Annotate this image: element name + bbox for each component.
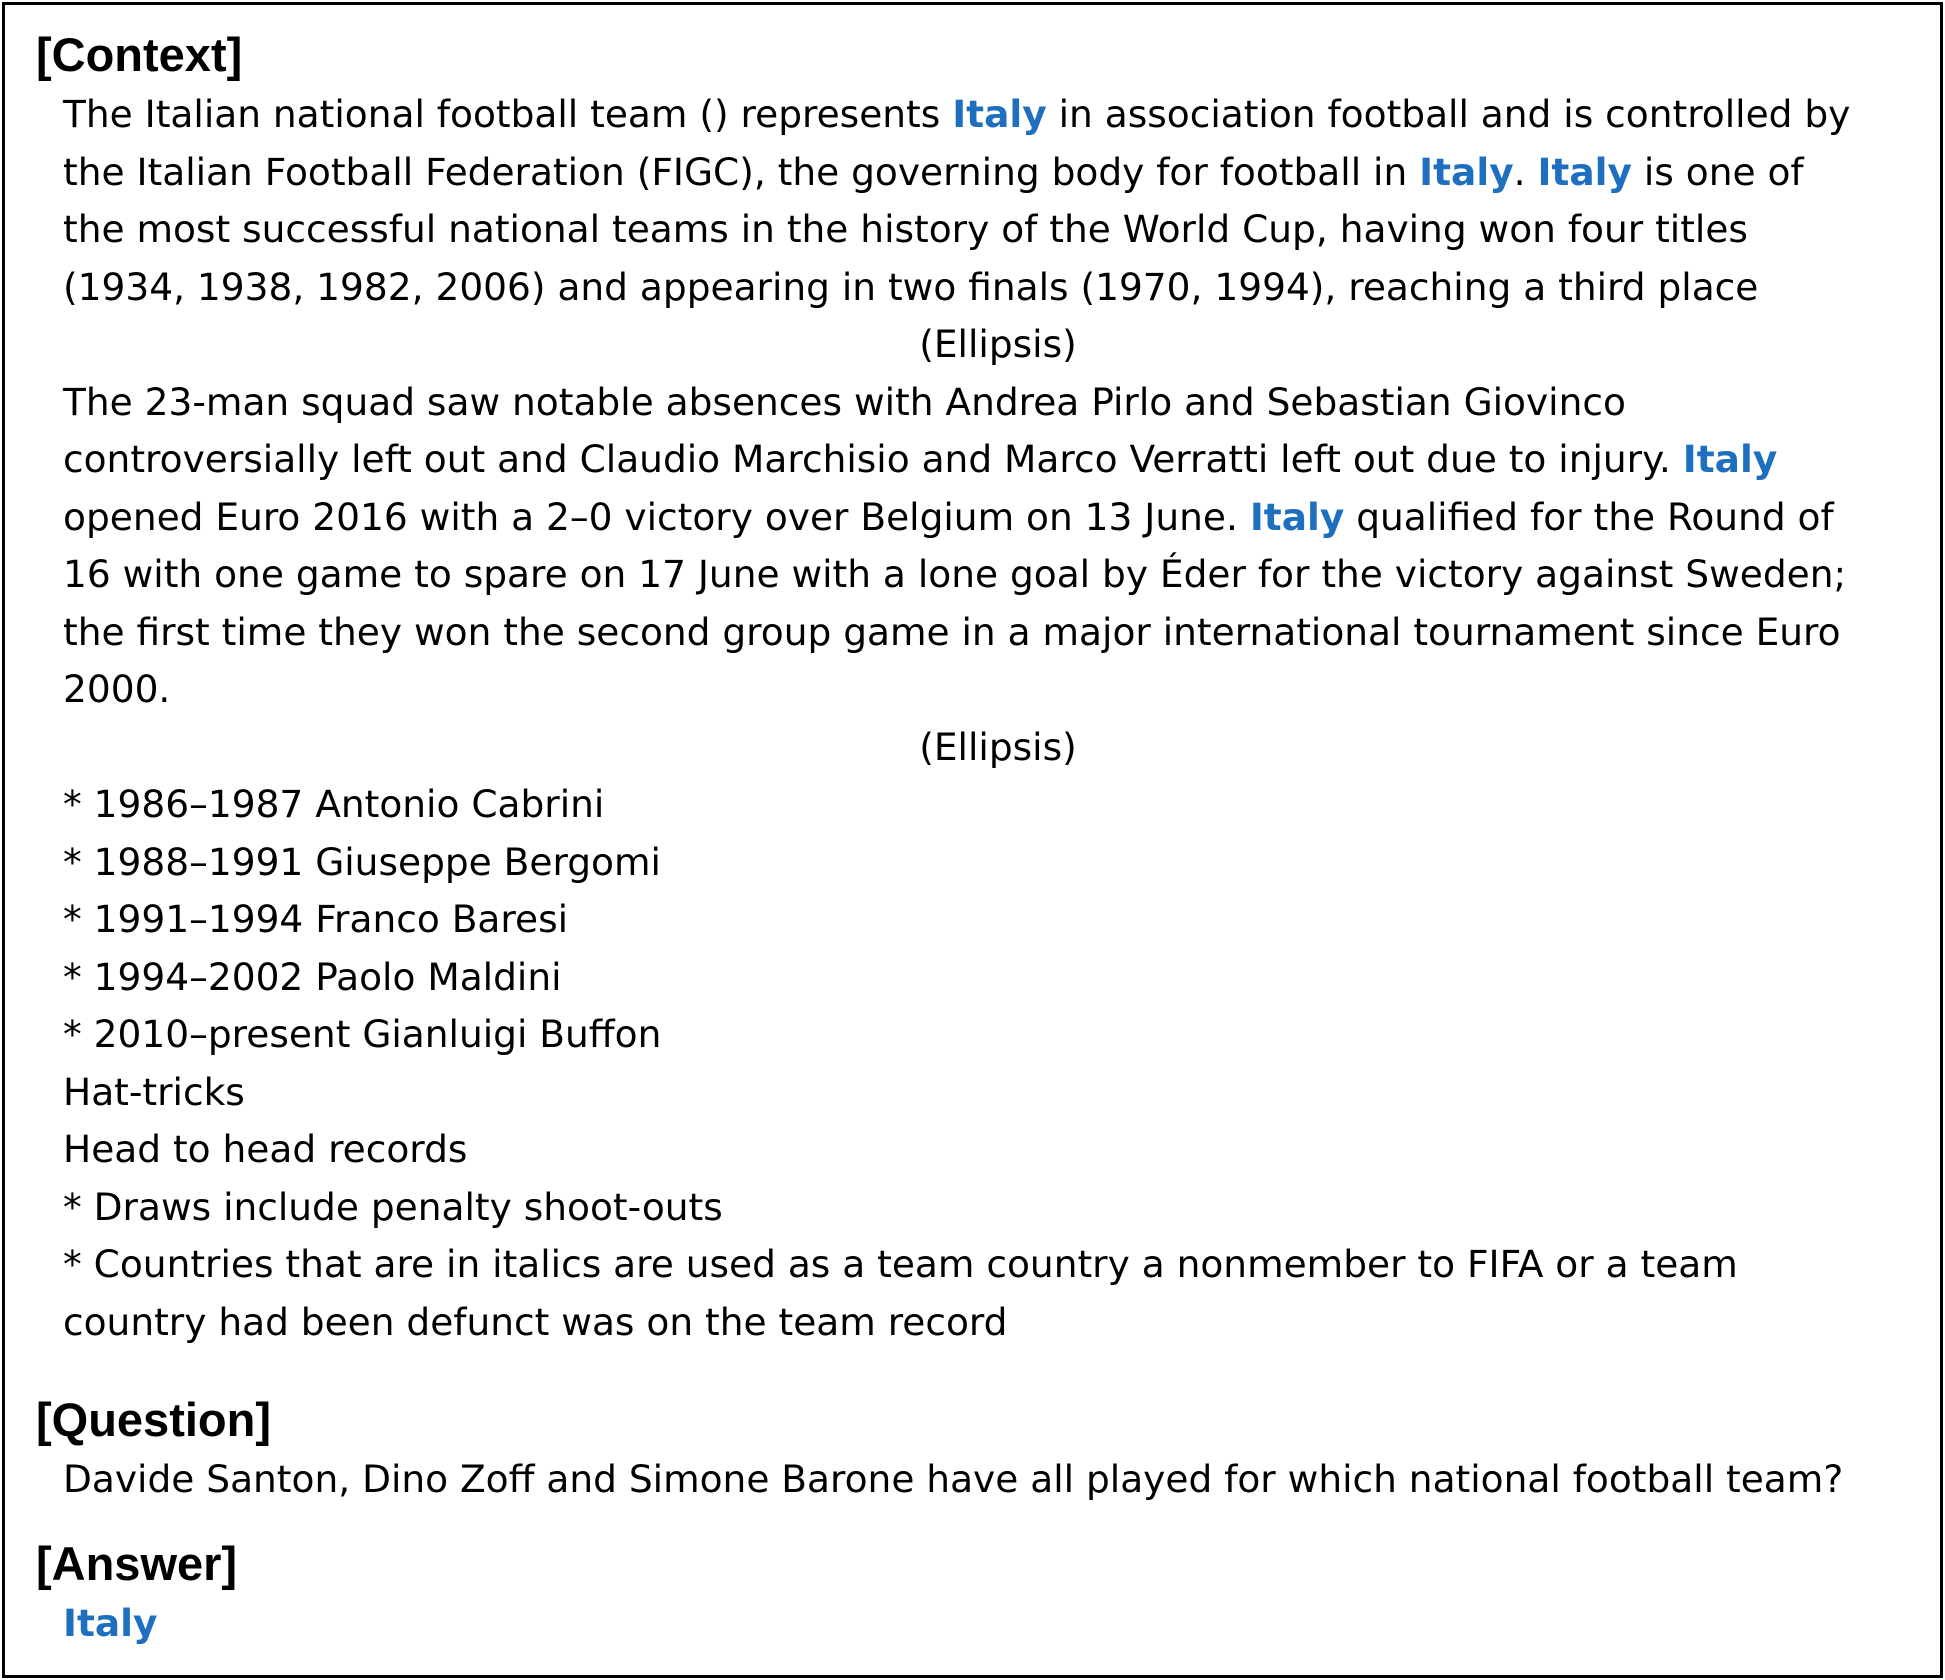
context-paragraph-1	[63, 86, 1933, 316]
text-line	[63, 489, 1933, 547]
highlighted-entity: Italy	[1419, 149, 1514, 194]
text-line	[63, 546, 1933, 604]
text-segment: the most successful national teams in the history of the World Cup, having won four titles	[63, 207, 1748, 251]
text-line	[63, 431, 1933, 489]
highlighted-entity: Italy	[1682, 437, 1778, 481]
list-item: * Countries that are in italics are used as a team country a nonmember to FIFA or a team	[63, 1242, 1738, 1286]
text-line	[63, 374, 1933, 432]
text-segment: the first time they won the second group game in a major international tournament since Euro	[63, 609, 1841, 654]
list-item: Head to head records	[63, 1127, 468, 1171]
context-paragraph-2	[63, 374, 1933, 719]
document-frame	[2, 2, 1943, 1678]
question-text: Davide Santon, Dino Zoff and Simone Barone have all played for which national football team?	[63, 1457, 1844, 1501]
text-segment: The Italian national football team () represents	[63, 92, 953, 136]
text-segment: opened Euro 2016 with a 2–0 victory over Belgium on 13 June.	[63, 494, 1250, 539]
text-line	[63, 86, 1933, 144]
question-heading: [Question]	[36, 1393, 271, 1446]
answer-text: Italy	[63, 1601, 158, 1645]
ellipsis-marker: (Ellipsis)	[919, 724, 1077, 769]
list-item: * Draws include penalty shoot-outs	[63, 1184, 723, 1229]
highlighted-entity: Italy	[952, 92, 1047, 136]
text-segment: qualified for the Round of	[1344, 494, 1834, 539]
question-body	[63, 1451, 1933, 1509]
list-item: * 1988–1991 Giuseppe Bergomi	[63, 839, 661, 884]
context-list	[63, 776, 1933, 1351]
text-segment: controversially left out and Claudio Marchisio and Marco Verratti left out due to injury.	[63, 437, 1683, 481]
text-line	[63, 604, 1933, 662]
highlighted-entity: Italy	[1537, 149, 1632, 194]
text-segment: (1934, 1938, 1982, 2006) and appearing in two finals (1970, 1994), reaching a third place	[63, 264, 1759, 309]
text-segment: in association football and is controlled by	[1046, 92, 1851, 136]
text-segment: 16 with one game to spare on 17 June with a lone goal by Éder for the victory against Sweden;	[63, 552, 1847, 596]
list-item: Hat-tricks	[63, 1069, 245, 1114]
text-segment: the Italian Football Federation (FIGC), the governing body for football in	[63, 149, 1420, 194]
text-segment: .	[1513, 149, 1538, 194]
list-item: country had been defunct was on the team record	[63, 1299, 1008, 1344]
text-line	[63, 201, 1933, 259]
text-line	[63, 259, 1933, 317]
list-item: * 2010–present Gianluigi Buffon	[63, 1012, 662, 1056]
list-item: * 1991–1994 Franco Baresi	[63, 897, 569, 941]
ellipsis-marker: (Ellipsis)	[919, 322, 1077, 366]
list-item: * 1994–2002 Paolo Maldini	[63, 954, 562, 999]
text-segment: 2000.	[63, 667, 171, 711]
context-heading: [Context]	[36, 28, 243, 81]
text-line	[63, 661, 1933, 719]
answer-heading: [Answer]	[36, 1537, 238, 1590]
highlighted-entity: Italy	[1249, 494, 1345, 539]
context-body	[63, 86, 1933, 1351]
answer-body	[63, 1595, 1933, 1653]
text-segment: The 23-man squad saw notable absences with Andrea Pirlo and Sebastian Giovinco	[63, 379, 1626, 424]
text-segment: is one of	[1631, 149, 1804, 194]
list-item: * 1986–1987 Antonio Cabrini	[63, 782, 605, 826]
text-line	[63, 144, 1933, 202]
